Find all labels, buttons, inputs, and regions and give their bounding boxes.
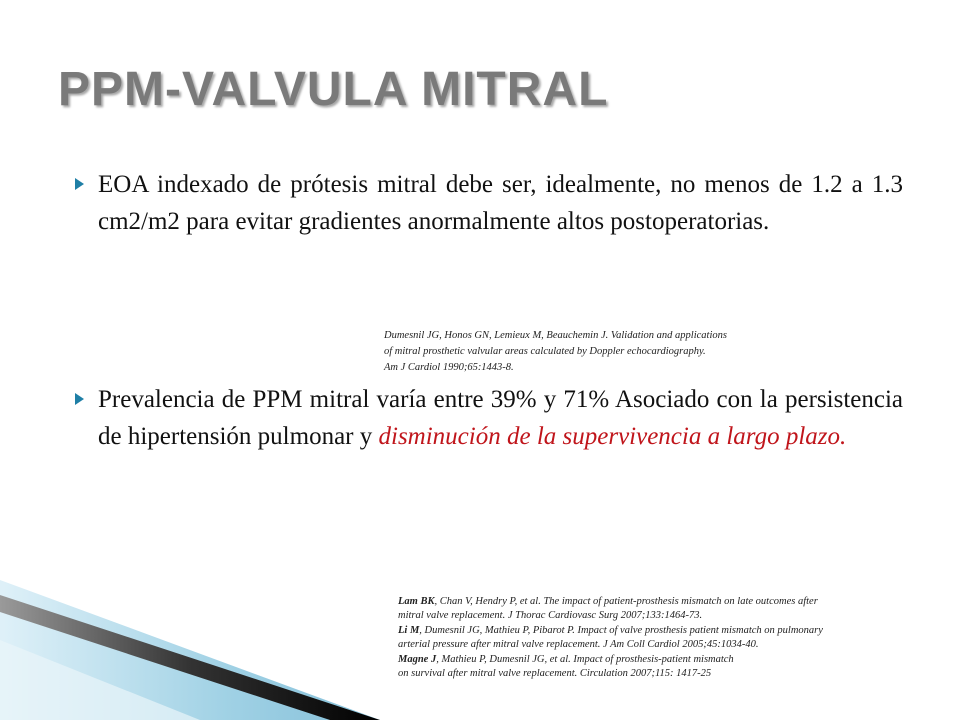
reference-line: Lam BK, Chan V, Hendry P, et al. The impact of patient-prosthesis mismatch on late outcomes after: [398, 596, 818, 607]
bullet-arrow-icon: [75, 393, 84, 405]
reference-1-line-3: Am J Cardiol 1990;65:1443-8.: [384, 362, 514, 373]
bullet-point-2: [75, 381, 903, 455]
bullet-point-1: [75, 166, 903, 240]
reference-author: Li M: [398, 624, 420, 636]
reference-author: Lam BK: [398, 596, 435, 607]
reference-author: Magne J: [398, 653, 437, 665]
reference-line: mitral valve replacement. J Thorac Cardiovasc Surg 2007;133:1464-73.: [398, 610, 703, 622]
references-block: [398, 595, 823, 681]
reference-line: Magne J, Mathieu P, Dumesnil JG, et al. Impact of prosthesis-patient mismatch: [398, 653, 734, 665]
slide-title: PPM-VALVULA MITRAL: [58, 63, 609, 116]
bullet-1-text: EOA indexado de prótesis mitral debe ser, idealmente, no menos de 1.2 a 1.3 cm2/m2 para evitar gradientes anormalmente altos postoperatorias.: [98, 171, 903, 235]
bullet-2-text: [98, 381, 903, 455]
bullet-arrow-icon: [75, 178, 84, 190]
bullet-2-highlight: disminución de la supervivencia a largo plazo.: [378, 423, 847, 450]
reference-line: Li M, Dumesnil JG, Mathieu P, Pibarot P. Impact of valve prosthesis patient mismatch on pulmonary: [398, 624, 823, 636]
reference-1-line-2: of mitral prosthetic valvular areas calculated by Doppler echocardiography.: [384, 346, 706, 357]
bullet-2-main: Prevalencia de PPM mitral varía entre 39% y 71% Asociado con la persistencia de hipertensión pulmonar y: [98, 386, 903, 450]
reference-line: arterial pressure after mitral valve replacement. J Am Coll Cardiol 2005;45:1034-40.: [398, 639, 759, 651]
reference-line: on survival after mitral valve replacement. Circulation 2007;115: 1417-25: [398, 668, 712, 680]
reference-1-line-1: Dumesnil JG, Honos GN, Lemieux M, Beauchemin J. Validation and applications: [384, 330, 727, 341]
